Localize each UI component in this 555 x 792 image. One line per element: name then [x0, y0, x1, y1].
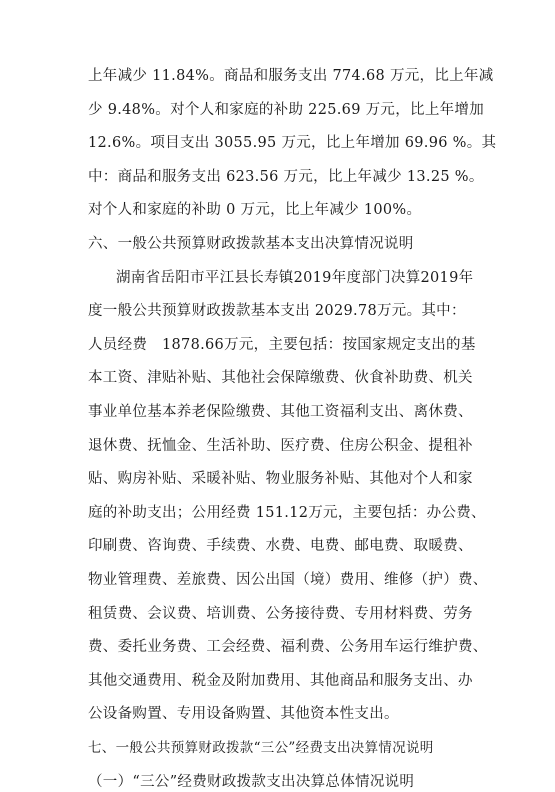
section-heading-six: 六、一般公共预算财政拨款基本支出决算情况说明 [88, 236, 414, 252]
body-line: 贴、购房补贴、采暖补贴、物业服务补贴、其他对个人和家 [88, 471, 473, 488]
body-line: 庭的补助支出；公用经费 151.12万元，主要包括：办公费、 [88, 504, 486, 521]
body-line: 物业管理费、差旅费、因公出国（境）费用、维修（护）费、 [88, 572, 488, 588]
body-line: 其他交通费用、税金及附加费用、其他商品和服务支出、办 [88, 672, 473, 689]
section-heading-seven: 七、一般公共预算财政拨款“三公”经费支出决算情况说明 [88, 740, 434, 756]
body-line: 费、委托业务费、工会经费、福利费、公务用车运行维护费、 [88, 639, 488, 656]
body-line: 退休费、抚恤金、生活补助、医疗费、住房公积金、提租补 [88, 437, 473, 454]
body-line: 租赁费、会议费、培训费、公务接待费、专用材料费、劳务 [88, 605, 473, 622]
body-line: 事业单位基本养老保险缴费、其他工资福利支出、离休费、 [88, 404, 473, 420]
body-line: 人员经费 1878.66万元，主要包括：按国家规定支出的基 [88, 336, 476, 353]
body-line: 本工资、津贴补贴、其他社会保障缴费、伙食补助费、机关 [88, 370, 473, 387]
body-line: 公设备购置、专用设备购置、其他资本性支出。 [88, 706, 399, 723]
subsection-heading: （一）“三公”经费财政拨款支出决算总体情况说明 [88, 773, 415, 790]
body-line: 12.6%。项目支出 3055.95 万元，比上年增加 69.96 %。其 [88, 135, 497, 152]
body-line: 湖南省岳阳市平江县长寿镇2019年度部门决算2019年 [116, 269, 474, 286]
body-line: 度一般公共预算财政拨款基本支出 2029.78万元。其中： [88, 303, 466, 320]
body-line: 中：商品和服务支出 623.56 万元，比上年减少 13.25 %。 [88, 168, 484, 185]
body-line: 上年减少 11.84%。商品和服务支出 774.68 万元，比上年减 [88, 68, 494, 84]
body-line: 印刷费、咨询费、手续费、水费、电费、邮电费、取暖费、 [88, 538, 473, 555]
body-line: 对个人和家庭的补助 0 万元，比上年减少 100%。 [88, 202, 422, 219]
body-line: 少 9.48%。对个人和家庭的补助 225.69 万元，比上年增加 [88, 101, 485, 118]
